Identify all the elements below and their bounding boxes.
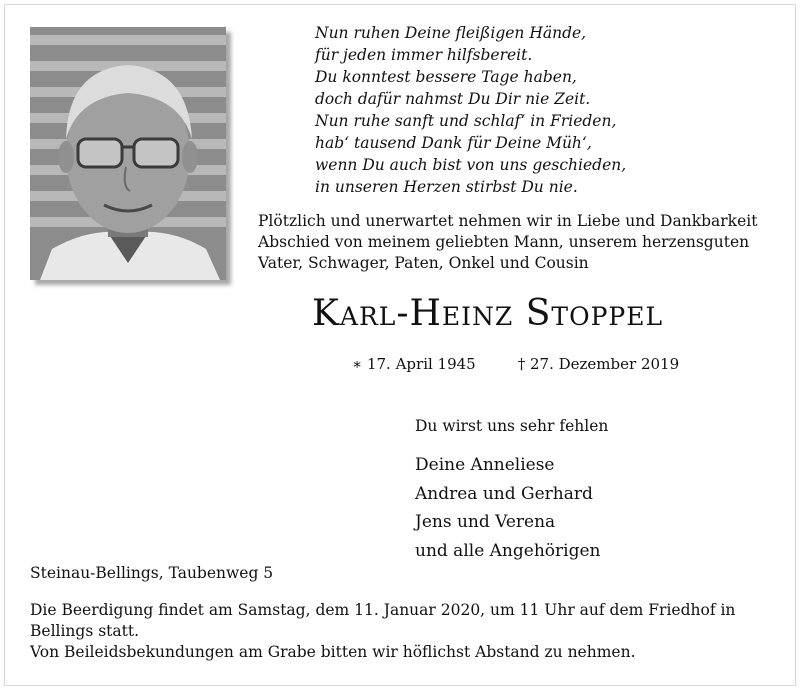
funeral-line: Von Beileidsbekundungen am Grabe bitten wir höflichst Abstand zu nehmen. [30, 643, 636, 661]
mourner: Deine Anneliese [415, 455, 555, 475]
birth-date: ∗ 17. April 1945 [352, 355, 476, 373]
portrait-image [30, 27, 226, 280]
poem-line: in unseren Herzen stirbst Du nie. [315, 178, 578, 196]
poem-line: Du konntest bessere Tage haben, [315, 68, 577, 86]
poem-line: hab‘ tausend Dank für Deine Müh‘, [315, 134, 592, 152]
poem-line: wenn Du auch bist von uns geschieden, [315, 156, 627, 174]
intro-text [258, 211, 778, 274]
intro-line: Abschied von meinem geliebten Mann, unserem herzensguten [258, 233, 750, 251]
mourner: Andrea und Gerhard [415, 483, 593, 504]
mourner: und alle Angehörigen [415, 540, 601, 561]
poem [315, 22, 775, 198]
poem-line: Nun ruhe sanft und schlaf‘ in Frieden, [315, 112, 617, 130]
mourners-list [415, 451, 775, 565]
funeral-line: Die Beerdigung findet am Samstag, dem 11. Januar 2020, um 11 Uhr auf dem Friedhof in [30, 601, 736, 619]
poem-line: für jeden immer hilfsbereit. [315, 46, 533, 64]
poem-line: doch dafür nahmst Du Dir nie Zeit. [315, 90, 591, 108]
funeral-line: Bellings statt. [30, 622, 140, 640]
deceased-name: Karl-Heinz Stoppel [312, 293, 664, 334]
address: Steinau-Bellings, Taubenweg 5 [30, 564, 274, 582]
portrait-photo [30, 27, 226, 280]
life-dates [352, 354, 752, 374]
mourner: Jens und Verena [415, 512, 556, 532]
poem-line: Nun ruhen Deine fleißigen Hände, [315, 24, 587, 42]
farewell-line: Du wirst uns sehr fehlen [415, 417, 609, 435]
intro-line: Plötzlich und unerwartet nehmen wir in Liebe und Dankbarkeit [258, 212, 758, 230]
death-date: † 27. Dezember 2019 [517, 355, 680, 373]
intro-line: Vater, Schwager, Paten, Onkel und Cousin [258, 254, 589, 272]
funeral-notice [30, 600, 780, 663]
